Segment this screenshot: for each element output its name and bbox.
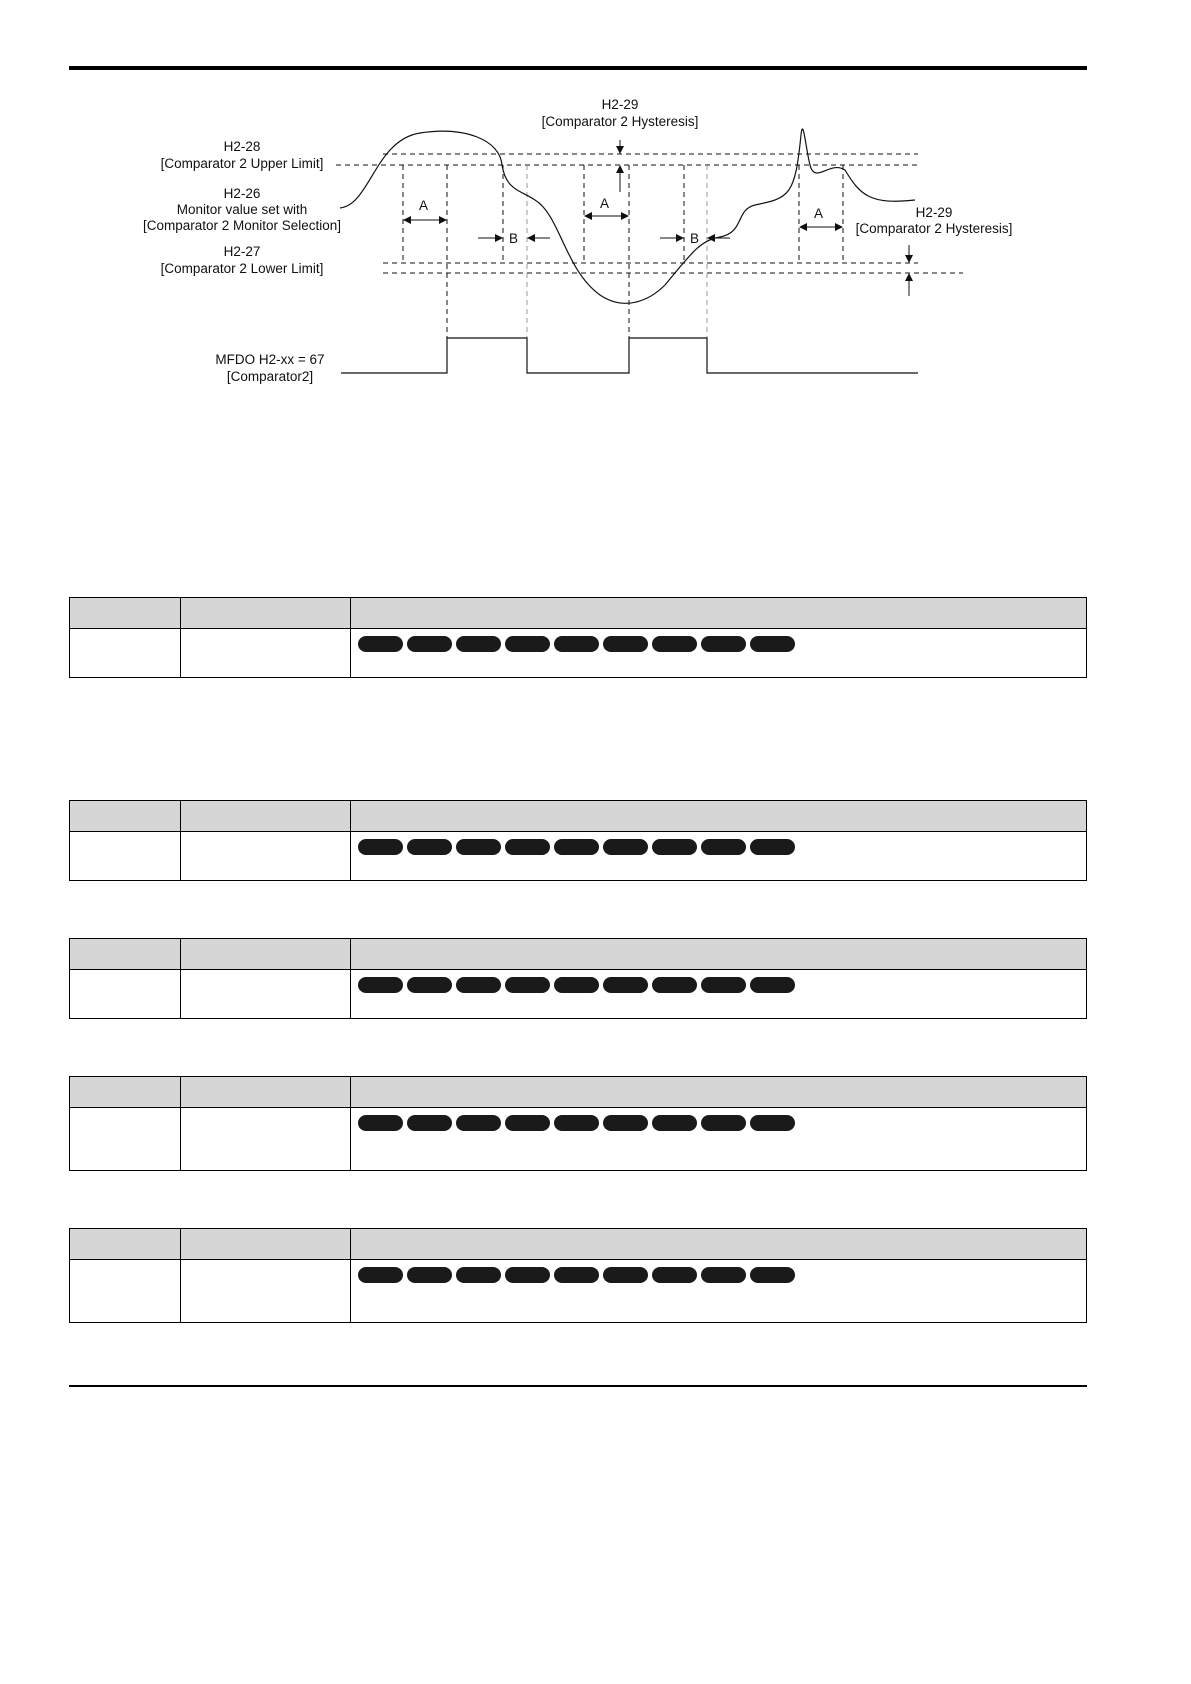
parameter-table-3 bbox=[69, 938, 1087, 1019]
access-badge bbox=[554, 636, 599, 652]
access-badge bbox=[554, 1115, 599, 1131]
access-badge bbox=[554, 1267, 599, 1283]
parameter-table-5 bbox=[69, 1228, 1087, 1323]
table-row bbox=[70, 629, 1087, 678]
hysteresis-top-name: [Comparator 2 Hysteresis] bbox=[541, 114, 699, 129]
monitor-line2: [Comparator 2 Monitor Selection] bbox=[142, 218, 342, 233]
access-badge bbox=[750, 1267, 795, 1283]
access-badge bbox=[456, 1267, 501, 1283]
access-level-badges bbox=[351, 629, 1086, 652]
table-row bbox=[70, 1108, 1087, 1171]
access-badge bbox=[505, 1115, 550, 1131]
access-badge bbox=[554, 839, 599, 855]
access-badge bbox=[407, 839, 452, 855]
access-badge bbox=[505, 636, 550, 652]
access-badge bbox=[750, 977, 795, 993]
access-badge bbox=[701, 636, 746, 652]
lower-limit-name: [Comparator 2 Lower Limit] bbox=[160, 261, 324, 276]
interval-b-label: B bbox=[690, 231, 700, 246]
hysteresis-right-code: H2-29 bbox=[915, 205, 953, 220]
monitor-line1: Monitor value set with bbox=[176, 202, 308, 217]
table-header-row bbox=[70, 1077, 1087, 1108]
table-header-row bbox=[70, 1229, 1087, 1260]
monitor-code: H2-26 bbox=[223, 186, 261, 201]
parameter-table-2 bbox=[69, 800, 1087, 881]
parameter-table-1 bbox=[69, 597, 1087, 678]
mfdo-label-line2: [Comparator2] bbox=[226, 369, 314, 384]
interval-a-label: A bbox=[419, 198, 429, 213]
access-badge bbox=[407, 977, 452, 993]
access-badge bbox=[456, 977, 501, 993]
comparator-timing-diagram bbox=[0, 0, 1191, 400]
access-badge bbox=[407, 1115, 452, 1131]
access-badge bbox=[750, 839, 795, 855]
access-badge bbox=[456, 839, 501, 855]
access-badge bbox=[701, 1115, 746, 1131]
table-header-row bbox=[70, 939, 1087, 970]
table-header-row bbox=[70, 801, 1087, 832]
access-badge bbox=[505, 977, 550, 993]
access-badge bbox=[505, 839, 550, 855]
access-badge bbox=[652, 1267, 697, 1283]
access-level-badges bbox=[351, 970, 1086, 993]
access-badge bbox=[603, 977, 648, 993]
access-badge bbox=[456, 1115, 501, 1131]
table-row bbox=[70, 1260, 1087, 1323]
access-badge bbox=[407, 636, 452, 652]
upper-limit-code: H2-28 bbox=[223, 139, 261, 154]
access-badge bbox=[358, 839, 403, 855]
access-badge bbox=[701, 977, 746, 993]
access-badge bbox=[652, 636, 697, 652]
access-badge bbox=[554, 977, 599, 993]
access-badge bbox=[456, 636, 501, 652]
upper-limit-name: [Comparator 2 Upper Limit] bbox=[160, 156, 324, 171]
access-badge bbox=[358, 1115, 403, 1131]
interval-a-label: A bbox=[600, 196, 610, 211]
parameter-table-4 bbox=[69, 1076, 1087, 1171]
hysteresis-top-code: H2-29 bbox=[601, 97, 639, 112]
interval-b-label: B bbox=[509, 231, 519, 246]
access-badge bbox=[750, 1115, 795, 1131]
access-badge bbox=[603, 839, 648, 855]
interval-a-label: A bbox=[814, 206, 824, 221]
table-header-row bbox=[70, 598, 1087, 629]
access-level-badges bbox=[351, 1108, 1086, 1131]
footer-rule bbox=[69, 1385, 1087, 1387]
access-badge bbox=[652, 839, 697, 855]
access-badge bbox=[358, 1267, 403, 1283]
access-badge bbox=[652, 1115, 697, 1131]
access-badge bbox=[750, 636, 795, 652]
hysteresis-right-name: [Comparator 2 Hysteresis] bbox=[855, 221, 1013, 236]
access-badge bbox=[505, 1267, 550, 1283]
access-badge bbox=[407, 1267, 452, 1283]
access-level-badges bbox=[351, 832, 1086, 855]
table-row bbox=[70, 970, 1087, 1019]
access-badge bbox=[603, 1267, 648, 1283]
access-badge bbox=[358, 977, 403, 993]
access-badge bbox=[701, 1267, 746, 1283]
access-badge bbox=[701, 839, 746, 855]
access-level-badges bbox=[351, 1260, 1086, 1283]
access-badge bbox=[603, 1115, 648, 1131]
lower-limit-code: H2-27 bbox=[223, 244, 261, 259]
access-badge bbox=[358, 636, 403, 652]
access-badge bbox=[603, 636, 648, 652]
table-row bbox=[70, 832, 1087, 881]
access-badge bbox=[652, 977, 697, 993]
mfdo-label-line1: MFDO H2-xx = 67 bbox=[215, 352, 325, 367]
mfdo-output-signal bbox=[341, 338, 918, 373]
